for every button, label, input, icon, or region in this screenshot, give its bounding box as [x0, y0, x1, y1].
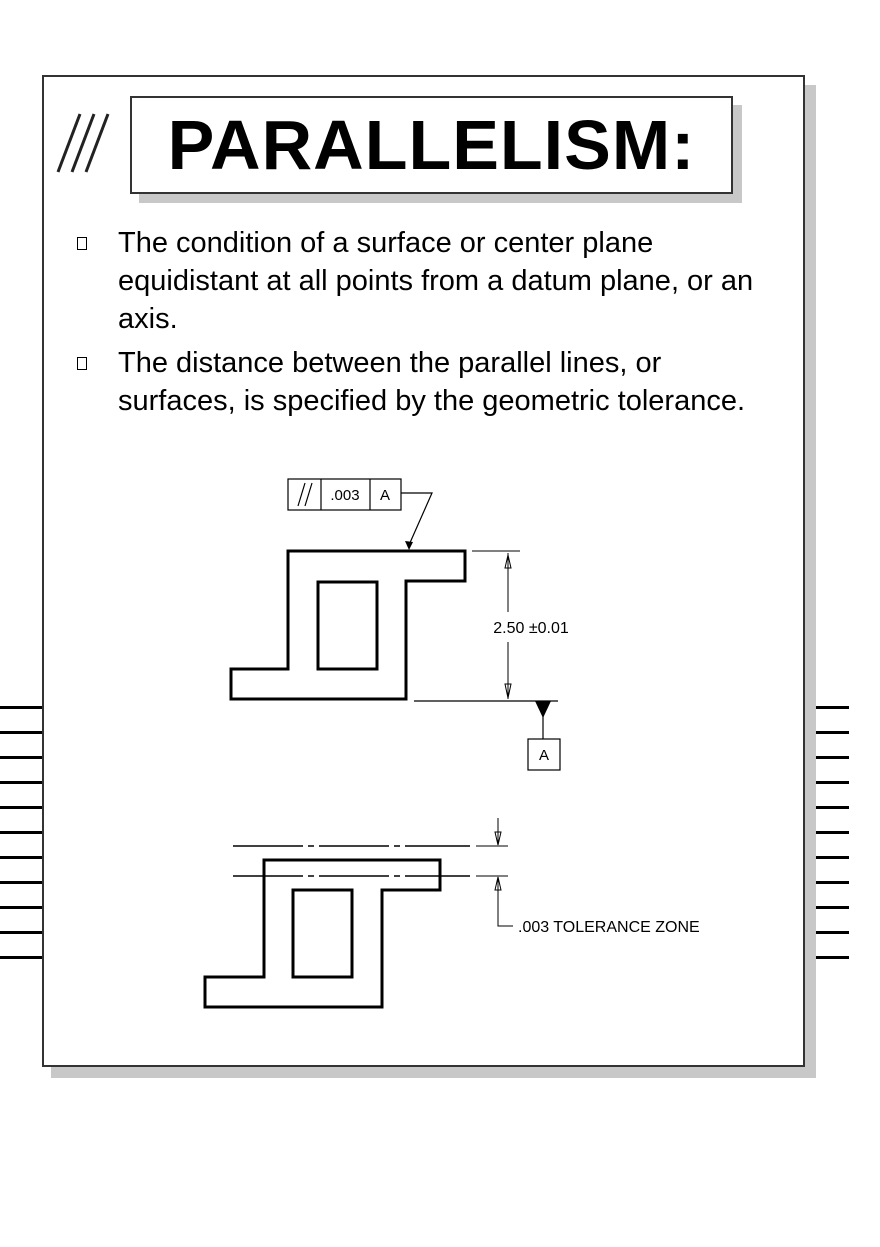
datum-label: A: [538, 747, 550, 764]
upper-part-slot: [318, 582, 377, 669]
dimension: [414, 551, 569, 701]
lower-part-slot: [293, 890, 352, 977]
lower-part-outline: [205, 860, 440, 1007]
datum-feature-symbol: [528, 701, 560, 770]
leader-line: [401, 493, 432, 550]
tolerance-zone-label: .003 TOLERANCE ZONE: [518, 919, 700, 936]
dimension-value: 2.50 ±0.01: [493, 620, 569, 637]
feature-control-frame: [288, 479, 401, 510]
frame-tolerance: .003: [330, 487, 360, 504]
tolerance-zone-lines: [233, 818, 700, 936]
page-title: PARALLELISM:: [167, 106, 696, 184]
bullet-text: The condition of a surface or center plane equidistant at all points from a datum plane, or an axis.: [118, 227, 754, 335]
frame-datum: A: [379, 487, 391, 504]
upper-part-outline: [231, 551, 465, 699]
bullet-text: The distance between the parallel lines, or surfaces, is specified by the geometric tolerance.: [118, 347, 746, 417]
